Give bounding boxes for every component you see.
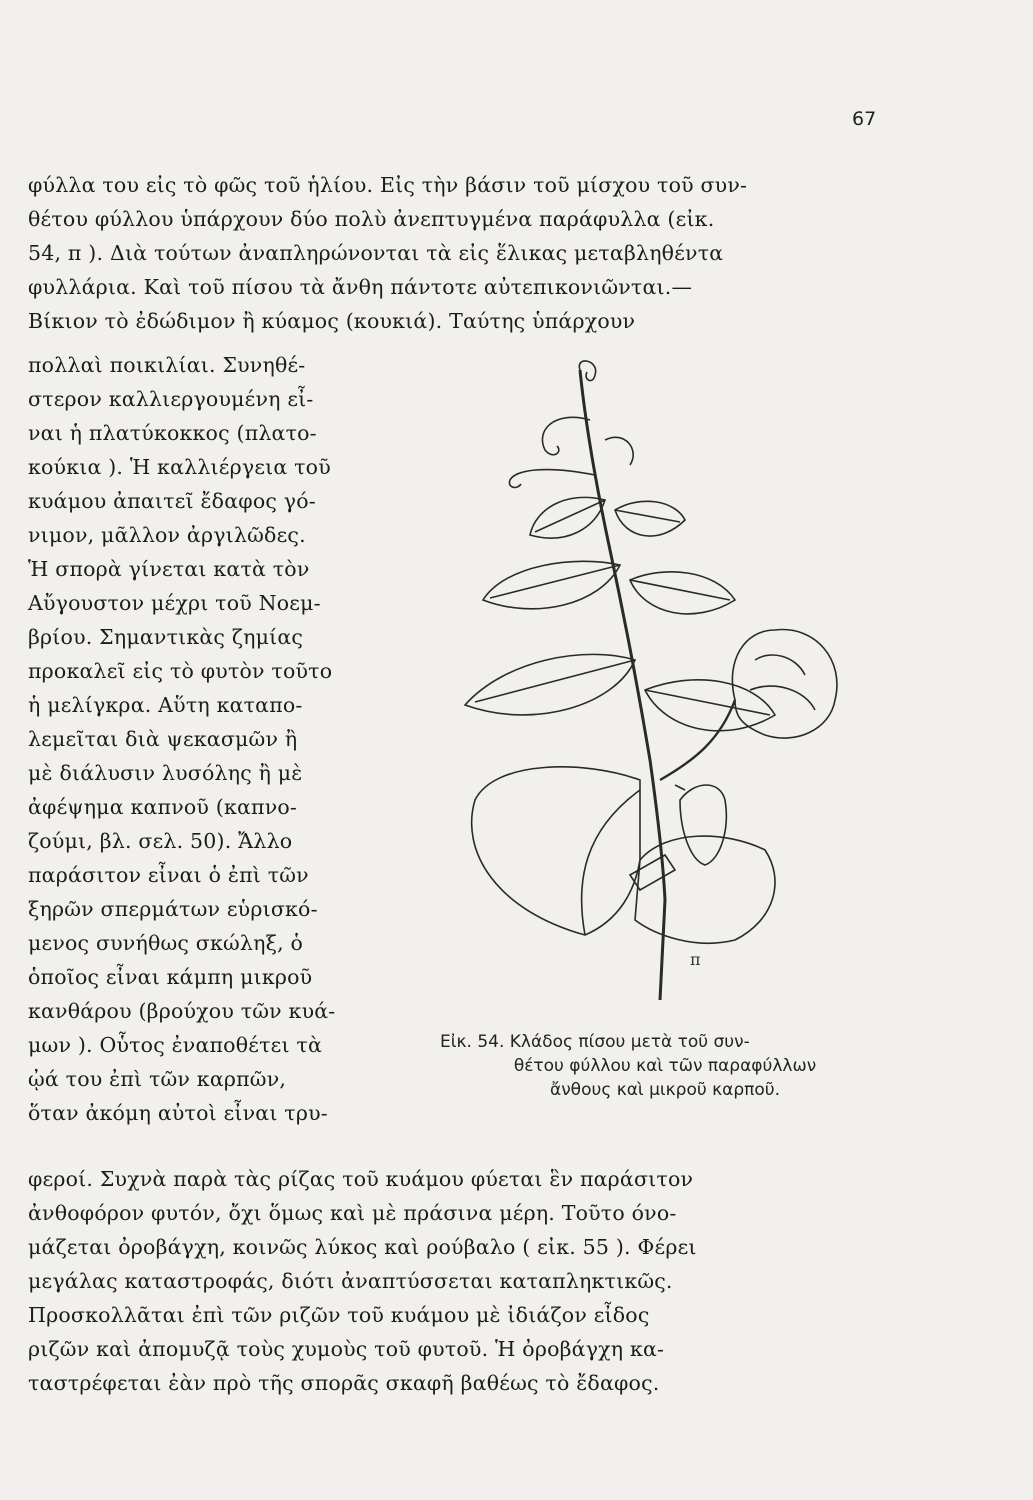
text-line: μενος συνήθως σκώληξ, ὁ [28,931,304,955]
text-line: λεμεῖται διὰ ψεκασμῶν ἢ [28,727,298,751]
text-line: ξηρῶν σπερμάτων εὑρισκό- [28,897,318,921]
left-column-paragraph [28,348,335,1130]
text-line: παράσιτον εἶναι ὁ ἐπὶ τῶν [28,863,309,887]
text-line: ἀφέψημα καπνοῦ (καπνο- [28,795,298,819]
text-line: στερον καλλιεργουμένη εἶ- [28,387,314,411]
top-paragraph [28,168,908,338]
text-line: φεροί. Συχνὰ παρὰ τὰς ρίζας τοῦ κυάμου φύεται ἓν παράσιτον [28,1167,694,1191]
text-line: φύλλα του εἰς τὸ φῶς τοῦ ἡλίου. Εἰς τὴν βάσιν τοῦ μίσχου τοῦ συν- [28,173,748,197]
text-line: προκαλεῖ εἰς τὸ φυτὸν τοῦτο [28,659,333,683]
text-line: ριζῶν καὶ ἀπομυζᾷ τοὺς χυμοὺς τοῦ φυτοῦ. Ἡ ὀροβάγχη κα- [28,1337,665,1361]
text-line: μάζεται ὀροβάγχη, κοινῶς λύκος καὶ ρούβαλο ( εἰκ. 55 ). Φέρει [28,1235,697,1259]
text-line: κανθάρου (βρούχου τῶν κυά- [28,999,336,1023]
text-line: ᾠά του ἐπὶ τῶν καρπῶν, [28,1067,287,1091]
text-line: νιμον, μᾶλλον ἀργιλῶδες. [28,523,306,547]
text-line: ἀνθοφόρον φυτόν, ὄχι ὅμως καὶ μὲ πράσινα μέρη. Τοῦτο όνο- [28,1201,677,1225]
text-line: ζούμι, βλ. σελ. 50). Ἄλλο [28,829,293,853]
text-line: κυάμου ἀπαιτεῖ ἔδαφος γό- [28,489,316,513]
text-line: φυλλάρια. Καὶ τοῦ πίσου τὰ ἄνθη πάντοτε αὐτεπικονιῶνται.— [28,275,693,299]
text-line: μὲ διάλυσιν λυσόλης ἢ μὲ [28,761,303,785]
text-line: ἡ μελίγκρα. Αὕτη καταπο- [28,693,303,717]
text-line: πολλαὶ ποικιλίαι. Συνηθέ- [28,353,306,377]
caption-line: Εἰκ. 54. Κλάδος πίσου μετὰ τοῦ συν- [440,1032,750,1052]
pea-branch-illustration [435,360,895,1030]
text-line: ὁποῖος εἶναι κάμπη μικροῦ [28,965,313,989]
text-line: Βίκιον τὸ ἐδώδιμον ἢ κύαμος (κουκιά). Ταύτης ὑπάρχουν [28,309,636,333]
text-line: μων ). Οὗτος ἐναποθέτει τὰ [28,1033,322,1057]
text-line: θέτου φύλλου ὑπάρχουν δύο πολὺ ἀνεπτυγμένα παράφυλλα (εἰκ. [28,207,715,231]
figure-caption [440,1030,890,1102]
caption-line: ἄνθους καὶ μικροῦ καρποῦ. [549,1080,780,1100]
text-line: βρίου. Σημαντικὰς ζημίας [28,625,304,649]
page-number: 67 [852,108,877,130]
text-line: Προσκολλᾶται ἐπὶ τῶν ριζῶν τοῦ κυάμου μὲ ἰδιάζον εἶδος [28,1303,650,1327]
text-line: ταστρέφεται ἐὰν πρὸ τῆς σπορᾶς σκαφῆ βαθέως τὸ ἔδαφος. [28,1371,660,1395]
text-line: ναι ἡ πλατύκοκκος (πλατο- [28,421,317,445]
text-line: ὅταν ἀκόμη αὐτοὶ εἶναι τρυ- [28,1101,328,1125]
text-line: Ἡ σπορὰ γίνεται κατὰ τὸν [28,557,310,581]
text-line: 54, π ). Διὰ τούτων ἀναπληρώνονται τὰ εἰς ἕλικας μεταβληθέντα [28,241,724,265]
bottom-paragraph [28,1162,908,1400]
caption-line: θέτου φύλλου καὶ τῶν παραφύλλων [513,1056,817,1076]
text-line: κούκια ). Ἡ καλλιέργεια τοῦ [28,455,331,479]
text-line: μεγάλας καταστροφάς, διότι ἀναπτύσσεται καταπληκτικῶς. [28,1269,673,1293]
text-line: Αὔγουστον μέχρι τοῦ Νοεμ- [28,591,321,615]
figure-mark: π [690,950,701,969]
